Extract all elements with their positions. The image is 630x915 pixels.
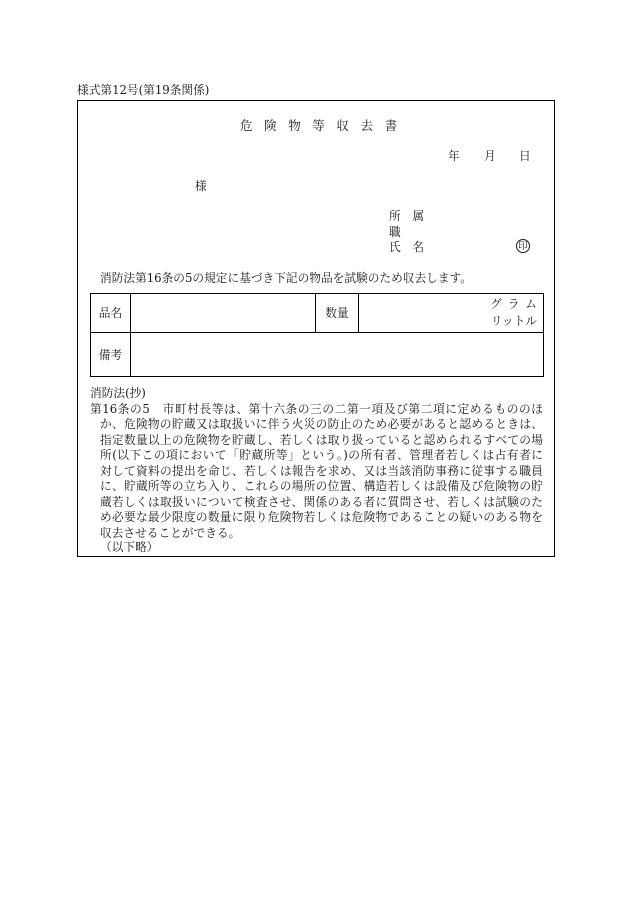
item-name-cell [131,294,316,333]
law-excerpt-line: に、貯蔵所等の立ち入り、これらの場所の位置、構造若しくは設備及び危険物の貯 [100,479,543,493]
addressee-suffix: 様 [195,179,207,193]
form-title: 危険物等収去書 [240,118,409,133]
law-excerpt-line: め必要な最少限度の数量に限り危険物若しくは危険物であることの疑いのある物を [100,510,543,524]
law-excerpt-line: 第16条の5 市町村長等は、第十六条の三の二第一項及び第二項に定めるもののほ [90,402,543,416]
law-excerpt-line: 所(以下この項において「貯蔵所等」という。)の所有者、管理者若しくは占有者に [100,448,543,462]
remarks-label: 備考 [91,333,131,377]
omitted-note: （以下略） [100,540,159,554]
quantity-cell [359,294,544,333]
affiliation-label: 所 属 [389,209,425,223]
item-name-label: 品名 [91,294,131,333]
quantity-label: 数量 [316,294,359,333]
law-excerpt-heading: 消防法(抄) [90,386,146,400]
position-label: 職 [389,225,401,239]
form-number: 様式第12号(第19条関係) [77,83,210,97]
law-excerpt-line: 指定数量以上の危険物を貯蔵し、若しくは取り扱っていると認められるすべての場 [100,433,543,447]
law-excerpt-line: 収去させることができる。 [100,526,241,540]
item-table [90,293,544,377]
date-day-label: 日 [519,149,531,163]
law-excerpt-line: 対して資料の提出を命じ、若しくは報告を求め、又は当該消防事務に従事する職員 [100,464,543,478]
table-row [91,333,544,377]
law-excerpt-line: か、危険物の貯蔵又は取扱いに伴う火災の防止のため必要があると認めるときは、 [100,417,543,431]
unit-liter-label: リットル [490,314,537,328]
remarks-cell [131,333,544,377]
name-label: 氏 名 [389,240,425,254]
table-row [91,294,544,333]
date-month-label: 月 [484,149,496,163]
date-year-label: 年 [448,149,460,163]
seal-mark: 印 [516,239,530,253]
statement-text: 消防法第16条の5の規定に基づき下記の物品を試験のため収去します。 [100,271,472,285]
unit-gram-label: グラム [490,297,543,311]
law-excerpt-line: 蔵若しくは取扱いについて検査させ、関係のある者に質問させ、若しくは試験のた [100,495,543,509]
